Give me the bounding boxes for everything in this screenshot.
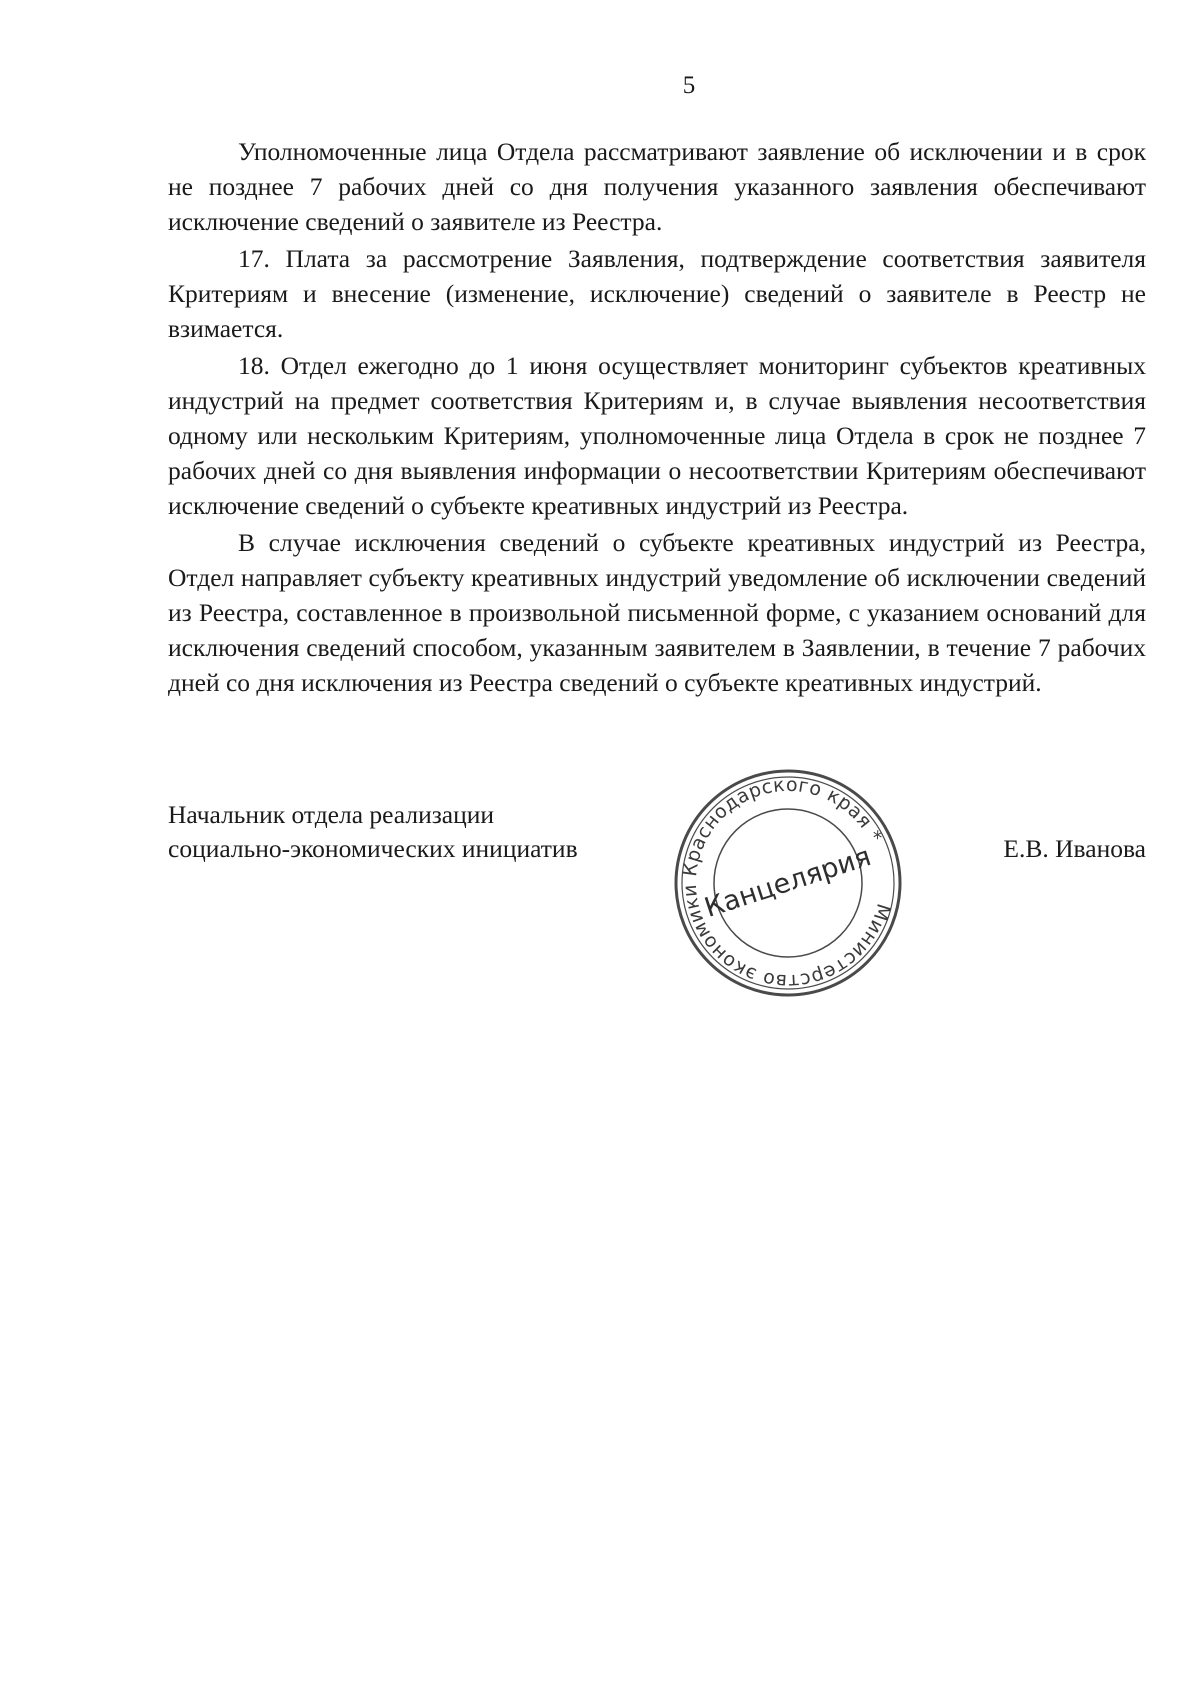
signatory-position bbox=[168, 798, 688, 866]
signatory-name: Е.В. Иванова bbox=[1003, 834, 1146, 863]
document-body bbox=[168, 134, 1146, 702]
position-line-2: социально-экономических инициатив bbox=[168, 834, 578, 863]
position-line-1: Начальник отдела реализации bbox=[168, 800, 495, 829]
stamp-center-text: Канцелярия bbox=[700, 841, 875, 924]
paragraph-exclusion-review: Уполномоченные лица Отдела рассматривают заявление об исключении и в срок не позднее 7 рабочих дней со дня получения указанного заявления обеспечивают исключение сведений о заявителе из Реестра. bbox=[168, 137, 1146, 236]
paragraph-18-monitoring: 18. Отдел ежегодно до 1 июня осуществляет мониторинг субъектов креативных индустрий на предмет соответствия Критериям и, в случае выявления несоответствия одному или нескольким Критериям, уполномоченные лица Отдела в срок не позднее 7 рабочих дней со дня выявления информации о несоответствии Критериям обеспечивают исключение сведений о субъекте креативных индустрий из Реестра. bbox=[168, 351, 1146, 520]
paragraph-exclusion-notice: В случае исключения сведений о субъекте креативных индустрий из Реестра, Отдел направляет субъекту креативных индустрий уведомление об исключении сведений из Реестра, составленное в произвольной письменной форме, с указанием оснований для исключения сведений способом, указанным заявителем в Заявлении, в течение 7 рабочих дней со дня исключения из Реестра сведений о субъекте креативных индустрий. bbox=[168, 528, 1146, 697]
page-number: 5 bbox=[682, 72, 696, 99]
office-stamp bbox=[668, 763, 908, 1003]
paragraph-17-fee: 17. Плата за рассмотрение Заявления, подтверждение соответствия заявителя Критериям и внесение (изменение, исключение) сведений о заявителе в Реестр не взимается. bbox=[168, 244, 1146, 343]
stamp-ring-text: Министерство экономики Краснодарского края * bbox=[678, 773, 895, 993]
signature-block bbox=[168, 798, 1146, 998]
